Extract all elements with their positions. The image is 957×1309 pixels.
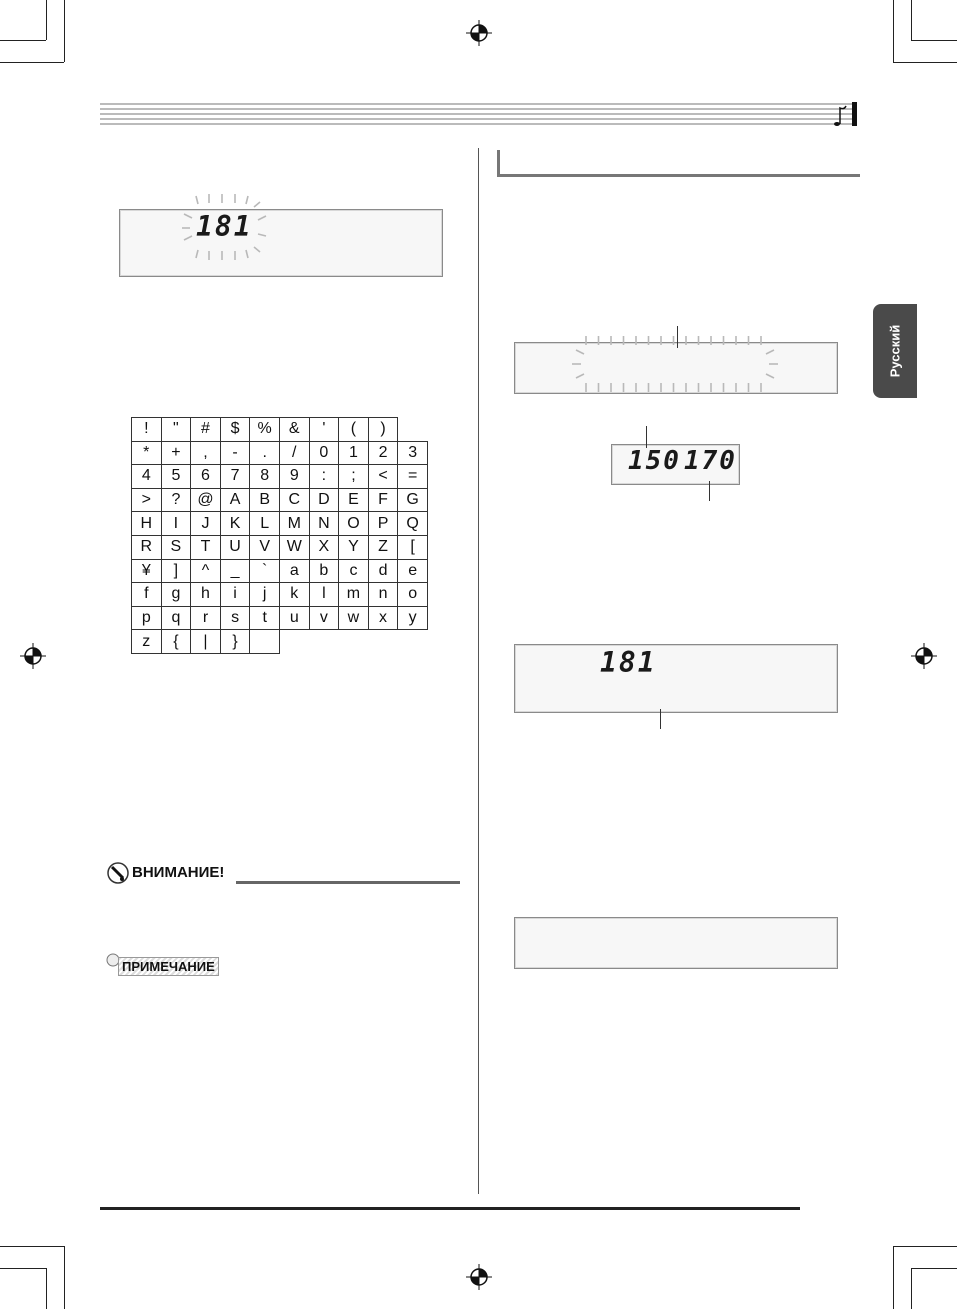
char-cell: V: [250, 535, 280, 559]
crop-mark: [46, 1268, 47, 1309]
char-cell: n: [368, 583, 398, 607]
char-cell: <: [368, 465, 398, 489]
crop-mark: [911, 0, 912, 40]
note-heading: [106, 953, 246, 977]
language-tab: [873, 304, 917, 398]
crop-mark: [0, 40, 46, 41]
caution-label: ВНИМАНИЕ!: [132, 864, 225, 881]
crop-mark: [893, 62, 957, 63]
char-cell: x: [368, 606, 398, 630]
char-cell: B: [250, 488, 280, 512]
char-cell: [398, 630, 428, 654]
crop-mark: [64, 1246, 65, 1309]
char-table-row: [132, 512, 428, 536]
char-cell: 1: [339, 441, 369, 465]
char-cell: W: [279, 535, 309, 559]
char-cell: :: [309, 465, 339, 489]
char-table-row: [132, 606, 428, 630]
char-cell: z: [132, 630, 162, 654]
crop-mark: [893, 0, 894, 62]
char-cell: &: [279, 418, 309, 442]
char-cell: R: [132, 535, 162, 559]
char-cell: ': [309, 418, 339, 442]
blink-ray: [766, 374, 774, 378]
char-cell: [279, 630, 309, 654]
char-cell: l: [309, 583, 339, 607]
char-cell: >: [132, 488, 162, 512]
crop-mark: [893, 1246, 894, 1309]
char-cell: *: [132, 441, 162, 465]
lcd-display-empty: [514, 917, 838, 969]
lcd-digits: 181: [196, 210, 253, 243]
char-cell: ]: [161, 559, 191, 583]
char-cell: N: [309, 512, 339, 536]
char-cell: {: [161, 630, 191, 654]
note-label: ПРИМЕЧАНИЕ: [118, 957, 219, 976]
char-cell: 4: [132, 465, 162, 489]
char-table-row: [132, 488, 428, 512]
char-cell: i: [220, 583, 250, 607]
char-cell: ;: [339, 465, 369, 489]
char-cell: 3: [398, 441, 428, 465]
char-cell: G: [398, 488, 428, 512]
crop-mark: [0, 1268, 46, 1269]
staff-header: [100, 100, 860, 130]
char-cell: /: [279, 441, 309, 465]
char-cell: g: [161, 583, 191, 607]
crop-mark: [911, 1268, 912, 1309]
crop-mark: [0, 1246, 64, 1247]
blink-ray: [576, 374, 584, 378]
char-table-row: [132, 535, 428, 559]
char-cell: a: [279, 559, 309, 583]
column-divider: [478, 148, 479, 1194]
char-cell: o: [398, 583, 428, 607]
char-cell: -: [220, 441, 250, 465]
section-heading-bar: [497, 150, 860, 177]
callout-line: [709, 481, 710, 501]
crop-mark: [0, 62, 64, 63]
registration-mark-icon: [911, 643, 937, 669]
char-cell: `: [250, 559, 280, 583]
char-cell: 0: [309, 441, 339, 465]
char-cell: }: [220, 630, 250, 654]
char-cell: ¥: [132, 559, 162, 583]
char-cell: !: [132, 418, 162, 442]
char-cell: [309, 630, 339, 654]
char-cell: y: [398, 606, 428, 630]
char-cell: ^: [191, 559, 221, 583]
crop-mark: [64, 0, 65, 62]
char-table-row: [132, 418, 428, 442]
char-cell: m: [339, 583, 369, 607]
char-cell: =: [398, 465, 428, 489]
char-cell: f: [132, 583, 162, 607]
char-cell: w: [339, 606, 369, 630]
char-cell: M: [279, 512, 309, 536]
char-cell: A: [220, 488, 250, 512]
char-cell: F: [368, 488, 398, 512]
char-cell: j: [250, 583, 280, 607]
char-table-row: [132, 630, 428, 654]
char-cell: _: [220, 559, 250, 583]
char-cell: s: [220, 606, 250, 630]
char-cell: [250, 630, 280, 654]
language-tab-label: Русский: [887, 324, 903, 378]
char-cell: e: [398, 559, 428, 583]
char-cell: %: [250, 418, 280, 442]
character-table: [131, 417, 428, 654]
char-cell: +: [161, 441, 191, 465]
char-cell: b: [309, 559, 339, 583]
blink-ray: [576, 350, 584, 354]
crop-mark: [911, 40, 957, 41]
char-cell: .: [250, 441, 280, 465]
char-cell: $: [220, 418, 250, 442]
char-cell: T: [191, 535, 221, 559]
char-cell: v: [309, 606, 339, 630]
char-cell: E: [339, 488, 369, 512]
lcd-bpm-right: 170: [684, 446, 737, 476]
char-cell: 9: [279, 465, 309, 489]
char-cell: Y: [339, 535, 369, 559]
char-cell: Q: [398, 512, 428, 536]
char-cell: ): [368, 418, 398, 442]
blink-rays-wide-icon: [572, 336, 778, 392]
char-cell: t: [250, 606, 280, 630]
registration-mark-icon: [466, 20, 492, 46]
char-cell: D: [309, 488, 339, 512]
char-cell: #: [191, 418, 221, 442]
char-cell: 6: [191, 465, 221, 489]
char-cell: ,: [191, 441, 221, 465]
char-cell: K: [220, 512, 250, 536]
char-cell: P: [368, 512, 398, 536]
char-cell: u: [279, 606, 309, 630]
char-cell: [: [398, 535, 428, 559]
callout-line: [660, 709, 661, 729]
char-cell: k: [279, 583, 309, 607]
caution-heading: [106, 861, 460, 887]
crop-mark: [46, 0, 47, 40]
registration-mark-icon: [20, 643, 46, 669]
char-cell: ?: [161, 488, 191, 512]
char-cell: H: [132, 512, 162, 536]
char-cell: ": [161, 418, 191, 442]
char-cell: U: [220, 535, 250, 559]
char-cell: c: [339, 559, 369, 583]
char-cell: L: [250, 512, 280, 536]
char-cell: O: [339, 512, 369, 536]
char-cell: q: [161, 606, 191, 630]
char-cell: [368, 630, 398, 654]
footer-rule: [100, 1207, 800, 1210]
char-cell: J: [191, 512, 221, 536]
callout-line: [646, 426, 647, 448]
caution-icon: [106, 861, 130, 885]
crop-mark: [911, 1268, 957, 1269]
char-cell: h: [191, 583, 221, 607]
lcd-bpm-left: 150: [628, 446, 681, 476]
char-cell: X: [309, 535, 339, 559]
char-cell: 2: [368, 441, 398, 465]
char-cell: [339, 630, 369, 654]
char-cell: 7: [220, 465, 250, 489]
char-cell: 8: [250, 465, 280, 489]
char-cell: Z: [368, 535, 398, 559]
lcd-display-song: [514, 644, 838, 713]
char-cell: @: [191, 488, 221, 512]
char-cell: [398, 418, 428, 442]
char-cell: S: [161, 535, 191, 559]
char-cell: p: [132, 606, 162, 630]
char-cell: C: [279, 488, 309, 512]
blink-ray: [766, 350, 774, 354]
char-cell: d: [368, 559, 398, 583]
lcd-display-blinking: [119, 209, 443, 277]
registration-mark-icon: [466, 1264, 492, 1290]
char-cell: |: [191, 630, 221, 654]
char-cell: r: [191, 606, 221, 630]
char-table-row: [132, 559, 428, 583]
lcd-song-digits: 181: [600, 646, 657, 679]
char-table-row: [132, 583, 428, 607]
crop-mark: [893, 1246, 957, 1247]
char-cell: 5: [161, 465, 191, 489]
char-table-row: [132, 465, 428, 489]
char-table-row: [132, 441, 428, 465]
char-cell: I: [161, 512, 191, 536]
char-cell: (: [339, 418, 369, 442]
caution-underline: [236, 881, 460, 884]
